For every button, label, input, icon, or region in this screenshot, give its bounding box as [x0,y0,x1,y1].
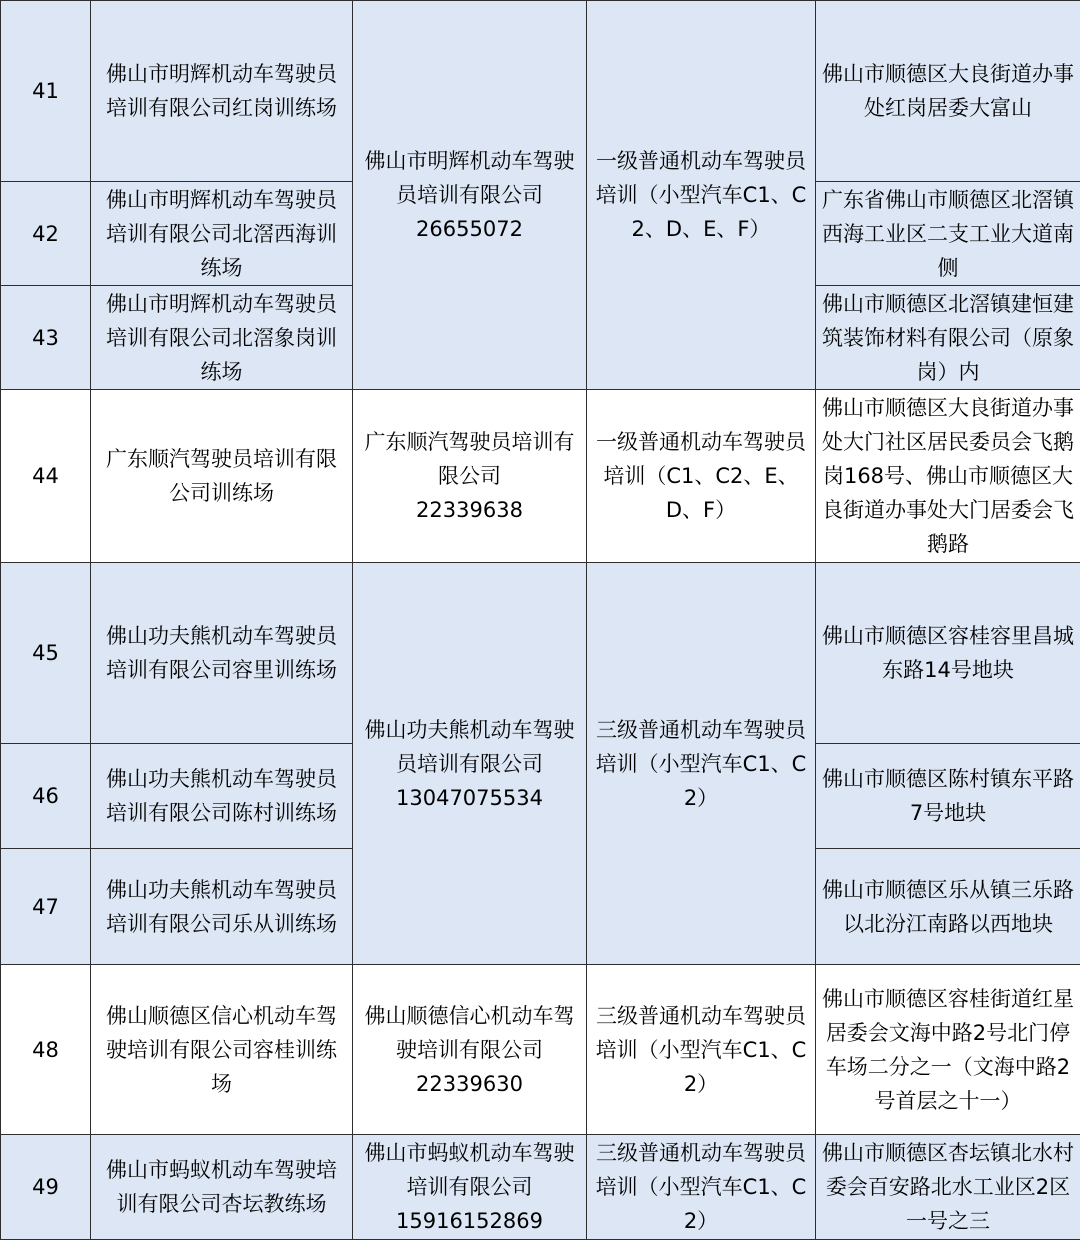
training-scope: 一级普通机动车驾驶员培训（C1、C2、E、D、F） [587,390,816,563]
company-name: 广东顺汽驾驶员培训有限公司 [364,430,575,488]
venue-address: 佛山市顺德区大良街道办事处大门社区居民委员会飞鹅岗168号、佛山市顺德区大良街道办事处大门居委会飞鹅路 [816,390,1080,563]
company-cell [353,563,587,965]
company-name: 佛山市明辉机动车驾驶员培训有限公司 [364,149,575,207]
training-scope: 三级普通机动车驾驶员培训（小型汽车C1、C2） [587,563,816,965]
company-phone: 22339630 [416,1071,523,1096]
training-scope: 三级普通机动车驾驶员培训（小型汽车C1、C2） [587,965,816,1135]
company-phone: 13047075534 [396,785,543,810]
venue-address: 佛山市顺德区容桂街道红星居委会文海中路2号北门停车场二分之一（文海中路2号首层之十一） [816,965,1080,1135]
training-scope: 三级普通机动车驾驶员培训（小型汽车C1、C2） [587,1135,816,1240]
training-scope: 一级普通机动车驾驶员培训（小型汽车C1、C2、D、E、F） [587,1,816,390]
company-phone: 22339638 [416,498,523,522]
table-row [1,390,1080,563]
venue-address: 佛山市顺德区杏坛镇北水村委会百安路北水工业区2区一号之三 [816,1135,1080,1240]
row-number: 43 [1,286,91,390]
venue-name: 佛山功夫熊机动车驾驶员培训有限公司陈村训练场 [91,744,353,849]
venue-name: 佛山市明辉机动车驾驶员培训有限公司北滘西海训练场 [91,182,353,286]
row-number: 45 [1,563,91,744]
company-phone: 26655072 [416,217,523,241]
venue-address: 佛山市顺德区北滘镇建恒建筑装饰材料有限公司（原象岗）内 [816,286,1080,390]
row-number: 48 [1,965,91,1135]
venue-address: 广东省佛山市顺德区北滘镇西海工业区二支工业大道南侧 [816,182,1080,286]
row-number: 49 [1,1135,91,1240]
venue-address: 佛山市顺德区容桂容里昌城东路14号地块 [816,563,1080,744]
row-number: 41 [1,1,91,182]
company-name: 佛山市蚂蚁机动车驾驶培训有限公司 [364,1141,575,1199]
row-number: 47 [1,849,91,965]
venue-address: 佛山市顺德区陈村镇东平路7号地块 [816,744,1080,849]
company-cell [353,1,587,390]
venue-name: 佛山市蚂蚁机动车驾驶培训有限公司杏坛教练场 [91,1135,353,1240]
company-cell [353,965,587,1135]
venue-address: 佛山市顺德区乐从镇三乐路以北汾江南路以西地块 [816,849,1080,965]
row-number: 42 [1,182,91,286]
venue-name: 佛山市明辉机动车驾驶员培训有限公司红岗训练场 [91,1,353,182]
venue-name: 佛山功夫熊机动车驾驶员培训有限公司乐从训练场 [91,849,353,965]
venue-name: 佛山顺德区信心机动车驾驶培训有限公司容桂训练场 [91,965,353,1135]
table-row [1,1135,1080,1240]
company-cell [353,1135,587,1240]
company-cell [353,390,587,563]
venue-name: 佛山市明辉机动车驾驶员培训有限公司北滘象岗训练场 [91,286,353,390]
table-row [1,563,1080,744]
venue-address: 佛山市顺德区大良街道办事处红岗居委大富山 [816,1,1080,182]
company-phone: 15916152869 [396,1209,543,1233]
venue-name: 佛山功夫熊机动车驾驶员培训有限公司容里训练场 [91,563,353,744]
table-row [1,1,1080,182]
row-number: 44 [1,390,91,563]
company-name: 佛山功夫熊机动车驾驶员培训有限公司 [364,717,575,776]
company-name: 佛山顺德信心机动车驾驶培训有限公司 [364,1003,575,1062]
table-row [1,965,1080,1135]
row-number: 46 [1,744,91,849]
venue-name: 广东顺汽驾驶员培训有限公司训练场 [91,390,353,563]
